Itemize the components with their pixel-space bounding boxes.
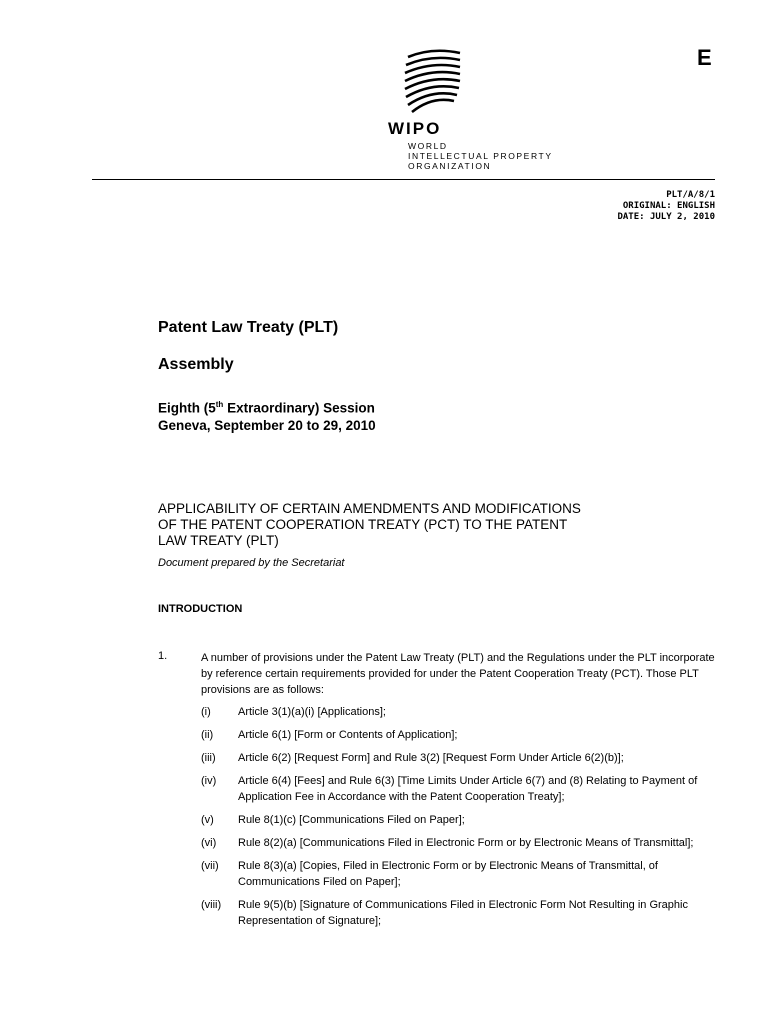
list-item-text: Rule 8(1)(c) [Communications Filed on Paper];: [238, 814, 465, 826]
session-prefix: Eighth (5: [158, 400, 216, 416]
wipo-logo: [388, 45, 578, 175]
document-heading: [158, 501, 678, 549]
wipo-globe-icon: [402, 45, 462, 117]
session-title: [158, 396, 376, 417]
list-item: [201, 858, 716, 890]
document-symbol: PLT/A/8/1: [666, 190, 715, 200]
list-item-number: (i): [201, 706, 211, 718]
list-item-number: (v): [201, 814, 214, 826]
treaty-title: Patent Law Treaty (PLT): [158, 319, 339, 336]
list-item-text: Rule 8(2)(a) [Communications Filed in Electronic Form or by Electronic Means of Transmittal];: [238, 837, 694, 849]
list-item: [201, 727, 716, 743]
logo-subtitle-line: WORLD: [408, 141, 448, 151]
list-item: [201, 773, 716, 805]
list-item: [201, 704, 716, 720]
list-item: [201, 750, 716, 766]
list-item-number: (iv): [201, 775, 217, 787]
list-item-number: (ii): [201, 729, 214, 741]
paragraph-number: 1.: [158, 650, 168, 662]
section-heading: INTRODUCTION: [158, 603, 243, 615]
prepared-by: Document prepared by the Secretariat: [158, 557, 345, 569]
document-heading-line: APPLICABILITY OF CERTAIN AMENDMENTS AND MODIFICATIONS: [158, 501, 581, 516]
provision-list: [201, 704, 716, 936]
body-title: Assembly: [158, 356, 234, 373]
list-item: [201, 835, 716, 851]
list-item-text: Article 6(1) [Form or Contents of Application];: [238, 729, 458, 741]
list-item-text: Rule 9(5)(b) [Signature of Communications Filed in Electronic Form Not Resulting in Graphic Representation of Signature];: [238, 899, 688, 927]
list-item-text: Article 6(2) [Request Form] and Rule 3(2) [Request Form Under Article 6(2)(b)];: [238, 752, 624, 764]
list-item-text: Rule 8(3)(a) [Copies, Filed in Electronic Form or by Electronic Means of Transmittal, of Communications Filed on Paper];: [238, 860, 658, 888]
list-item-number: (vi): [201, 837, 217, 849]
session-suffix: Extraordinary) Session: [223, 400, 375, 416]
original-language: ORIGINAL: ENGLISH: [622, 201, 715, 211]
logo-subtitle: [408, 141, 553, 171]
session-location: Geneva, September 20 to 29, 2010: [158, 417, 376, 433]
logo-subtitle-line: ORGANIZATION: [408, 161, 492, 171]
header-divider: [92, 179, 715, 180]
paragraph-text: A number of provisions under the Patent Law Treaty (PLT) and the Regulations under the PLT incorporate by reference certain requirements provided for under the Patent Cooperation Treaty (PCT). Those PLT provisions are as follows:: [201, 652, 715, 696]
list-item-number: (vii): [201, 860, 219, 872]
logo-subtitle-line: INTELLECTUAL PROPERTY: [408, 151, 553, 161]
logo-wordmark: WIPO: [388, 119, 442, 138]
document-heading-line: LAW TREATY (PLT): [158, 533, 279, 548]
list-item-text: Article 6(4) [Fees] and Rule 6(3) [Time Limits Under Article 6(7) and (8) Relating to Payment of Application Fee in Accordance with the Patent Cooperation Treaty];: [238, 775, 698, 803]
list-item: [201, 812, 716, 828]
session-sup: th: [215, 400, 224, 409]
document-date: DATE: JULY 2, 2010: [617, 212, 715, 222]
list-item: [201, 897, 716, 929]
list-item-text: Article 3(1)(a)(i) [Applications];: [238, 706, 386, 718]
language-letter: E: [697, 45, 712, 70]
document-meta: [617, 190, 715, 223]
session-block: [158, 396, 376, 434]
document-heading-line: OF THE PATENT COOPERATION TREATY (PCT) TO THE PATENT: [158, 517, 568, 532]
list-item-number: (iii): [201, 752, 216, 764]
list-item-number: (viii): [201, 899, 222, 911]
